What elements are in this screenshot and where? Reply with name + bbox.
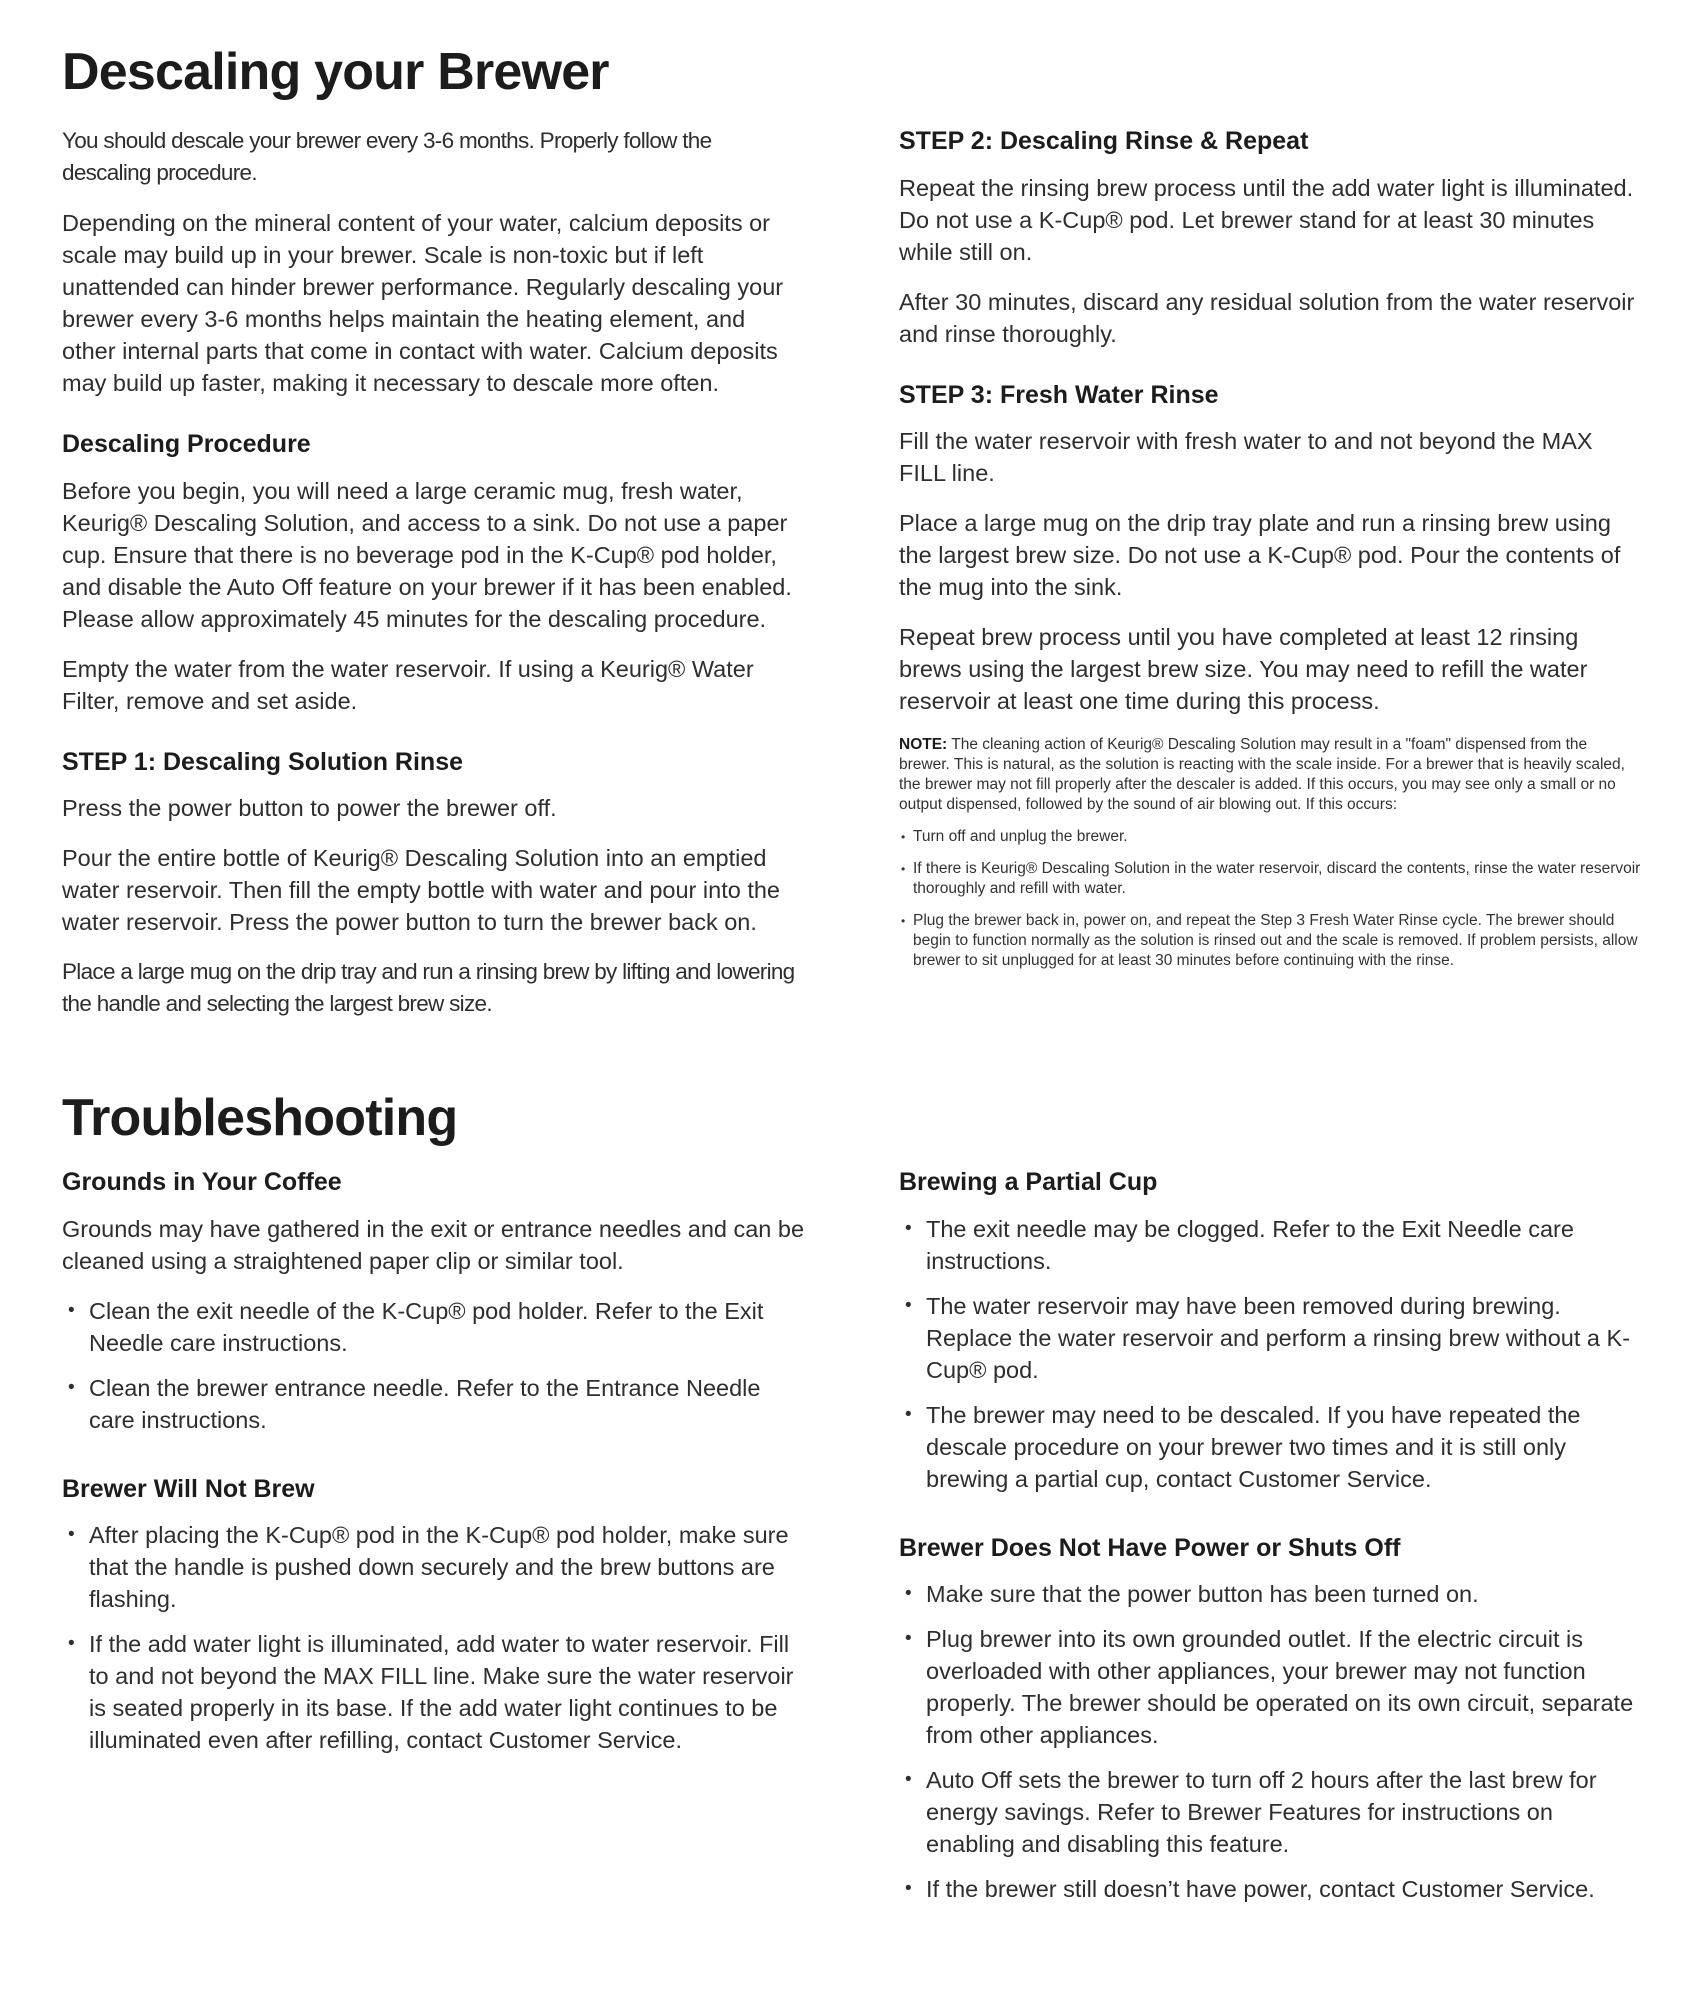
step-3-heading: STEP 3: Fresh Water Rinse: [899, 380, 1219, 409]
descaling-right-column: [899, 44, 1642, 983]
step-1-paragraph-2: Pour the entire bottle of Keurig® Descaling Solution into an emptied water reservoir. Then fill the empty bottle with water and pour into the water reservoir. Press the power button to turn the brewer back on.: [62, 845, 780, 936]
descaling-mineral-paragraph: Depending on the mineral content of your water, calcium deposits or scale may build up in your brewer. Scale is non-toxic but if left unattended can hinder brewer performance. Regularly descaling your brewer every 3-6 months helps maintain the heating element, and other internal parts that come in contact with water. Calcium deposits may build up faster, making it necessary to descale more often.: [62, 210, 784, 397]
troubleshooting-section: [62, 1090, 1642, 1918]
descaling-note: [899, 735, 1642, 815]
note-bullet-list: [899, 827, 1642, 971]
bullet-item: • If the brewer still doesn’t have power, contact Customer Service.: [899, 1873, 1642, 1905]
bullet-item: • If the add water light is illuminated, add water to water reservoir. Fill to and not beyond the MAX FILL line. Make sure the water reservoir is seated properly in its base. If the add water light continues to be illuminated even after refilling, contact Customer Service.: [62, 1628, 805, 1756]
step-3-paragraph-2: Place a large mug on the drip tray plate and run a rinsing brew using the largest brew size. Do not use a K-Cup® pod. Pour the contents of the mug into the sink.: [899, 510, 1621, 600]
troubleshooting-title: Troubleshooting: [62, 1089, 458, 1148]
descaling-left-column: [62, 44, 805, 1038]
step-2-paragraph-2: After 30 minutes, discard any residual solution from the water reservoir and rinse thoroughly.: [899, 288, 1635, 347]
procedure-paragraph-2: Empty the water from the water reservoir. If using a Keurig® Water Filter, remove and set aside.: [62, 655, 754, 714]
bullet-item: • Clean the brewer entrance needle. Refer to the Entrance Needle care instructions.: [62, 1372, 805, 1436]
note-label: NOTE:: [899, 736, 948, 753]
bullet-item: • The water reservoir may have been removed during brewing. Replace the water reservoir and perform a rinsing brew without a K-Cup® pod.: [899, 1290, 1642, 1386]
step-1-paragraph-1: Press the power button to power the brewer off.: [62, 795, 557, 822]
brewer-will-not-brew-bullet-list: [62, 1519, 805, 1756]
no-power-bullet-list: [899, 1578, 1642, 1905]
note-text: The cleaning action of Keurig® Descaling Solution may result in a "foam" dispensed from the brewer. This is natural, as the solution is reacting with the scale inside. For a brewer that is heavily scaled, the brewer may not fill properly after the descaler is added. If this occurs, you may see only a small or no output dispensed, followed by the sound of air blowing out. If this occurs:: [899, 736, 1625, 813]
descaling-section: [62, 44, 1642, 1038]
procedure-paragraph-1: Before you begin, you will need a large ceramic mug, fresh water, Keurig® Descaling Solution, and access to a sink. Do not use a paper cup. Ensure that there is no beverage pod in the K-Cup® pod holder, and disable the Auto Off feature on your brewer if it has been enabled. Please allow approximately 45 minutes for the descaling procedure.: [62, 477, 792, 632]
bullet-item: • The exit needle may be clogged. Refer to the Exit Needle care instructions.: [899, 1213, 1642, 1277]
descaling-intro-paragraph: You should descale your brewer every 3-6 months. Properly follow the descaling procedure.: [62, 128, 712, 186]
troubleshooting-left-column: [62, 1167, 805, 1769]
partial-cup-heading: Brewing a Partial Cup: [899, 1168, 1158, 1197]
step-2-paragraph-1: Repeat the rinsing brew process until the add water light is illuminated. Do not use a K-Cup® pod. Let brewer stand for at least 30 minutes while still on.: [899, 174, 1634, 265]
bullet-item: • Plug brewer into its own grounded outlet. If the electric circuit is overloaded with other appliances, your brewer may not function properly. The brewer should be operated on its own circuit, separate from other appliances.: [899, 1623, 1642, 1751]
bullet-item: • The brewer may need to be descaled. If you have repeated the descale procedure on your brewer two times and it is still only brewing a partial cup, contact Customer Service.: [899, 1399, 1642, 1495]
note-bullet-item: • Plug the brewer back in, power on, and repeat the Step 3 Fresh Water Rinse cycle. The brewer should begin to function normally as the solution is rinsed out and the scale is removed. If problem persists, allow brewer to sit unplugged for at least 30 minutes before continuing with the rinse.: [899, 911, 1642, 971]
step-1-paragraph-3: Place a large mug on the drip tray and run a rinsing brew by lifting and lowering the handle and selecting the largest brew size.: [62, 959, 795, 1017]
grounds-bullet-list: [62, 1295, 805, 1436]
brewer-will-not-brew-heading: Brewer Will Not Brew: [62, 1474, 315, 1503]
step-3-paragraph-3: Repeat brew process until you have completed at least 12 rinsing brews using the largest brew size. You may need to refill the water reservoir at least one time during this process.: [899, 624, 1588, 714]
partial-cup-bullet-list: [899, 1213, 1642, 1495]
bullet-item: • Make sure that the power button has been turned on.: [899, 1578, 1642, 1610]
grounds-heading: Grounds in Your Coffee: [62, 1168, 342, 1197]
no-power-heading: Brewer Does Not Have Power or Shuts Off: [899, 1533, 1401, 1562]
note-bullet-item: • Turn off and unplug the brewer.: [899, 827, 1642, 847]
step-2-heading: STEP 2: Descaling Rinse & Repeat: [899, 127, 1309, 155]
descaling-title: Descaling your Brewer: [62, 43, 609, 101]
bullet-item: • After placing the K-Cup® pod in the K-Cup® pod holder, make sure that the handle is pushed down securely and the brew buttons are flashing.: [62, 1519, 805, 1615]
bullet-item: • Clean the exit needle of the K-Cup® pod holder. Refer to the Exit Needle care instructions.: [62, 1295, 805, 1359]
bullet-item: • Auto Off sets the brewer to turn off 2 hours after the last brew for energy savings. Refer to Brewer Features for instructions on enabling and disabling this feature.: [899, 1764, 1642, 1860]
descaling-procedure-heading: Descaling Procedure: [62, 430, 311, 459]
note-bullet-item: • If there is Keurig® Descaling Solution in the water reservoir, discard the contents, rinse the water reservoir thoroughly and refill with water.: [899, 859, 1642, 899]
step-3-paragraph-1: Fill the water reservoir with fresh water to and not beyond the MAX FILL line.: [899, 428, 1593, 486]
grounds-paragraph: Grounds may have gathered in the exit or entrance needles and can be cleaned using a straightened paper clip or similar tool.: [62, 1215, 805, 1274]
step-1-heading: STEP 1: Descaling Solution Rinse: [62, 747, 464, 776]
troubleshooting-right-column: [899, 1167, 1642, 1918]
